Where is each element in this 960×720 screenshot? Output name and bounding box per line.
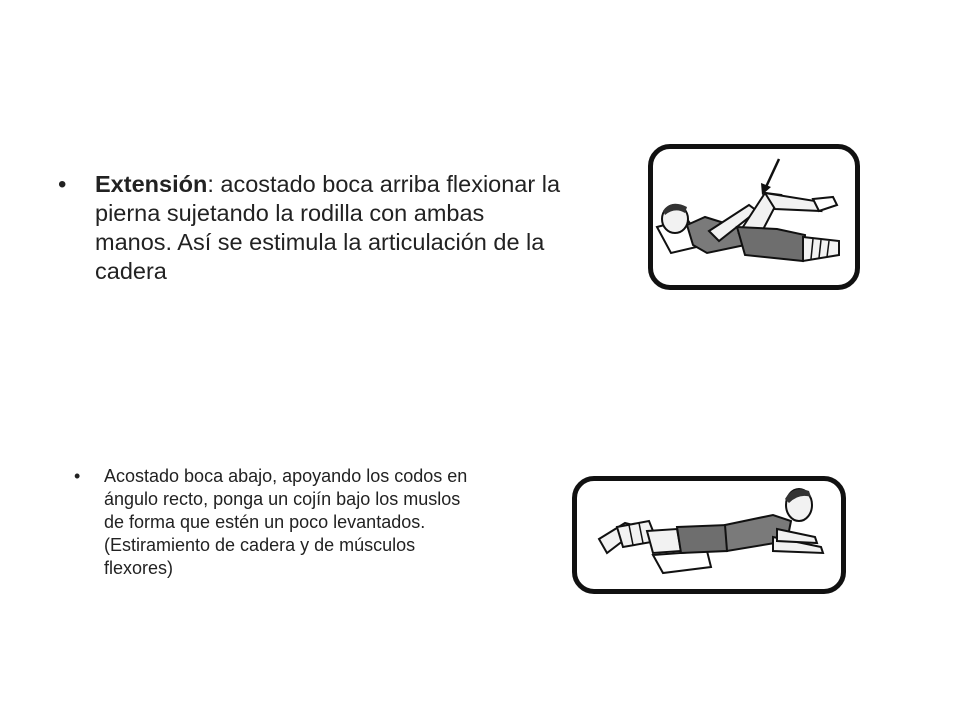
bullet-text: [95, 170, 565, 286]
thigh: [647, 529, 681, 553]
illustration-prone-elbows: [572, 476, 846, 594]
forearm: [777, 529, 817, 543]
supine-knee-hug-drawing: [653, 149, 855, 285]
shorts: [737, 227, 805, 261]
prone-elbows-drawing: [577, 481, 841, 589]
bullet-text: Acostado boca abajo, apoyando los codos en ángulo recto, ponga un cojín bajo los muslos de forma que estén un poco levantados. (Estiramiento de cadera y de músculos flexores): [104, 466, 468, 578]
bullet-marker: •: [74, 466, 81, 486]
cushion: [653, 551, 711, 573]
bullet-marker: •: [58, 171, 67, 198]
bullet-description: : acostado boca arriba flexionar la pierna sujetando la rodilla con ambas manos. Así se estimula la articulación de la cadera: [95, 171, 561, 284]
bullet-term: Extensión: [95, 171, 208, 197]
shorts: [677, 525, 727, 553]
illustration-knee-to-chest: [648, 144, 860, 290]
arrow-icon: [766, 159, 779, 187]
shin: [765, 193, 821, 211]
